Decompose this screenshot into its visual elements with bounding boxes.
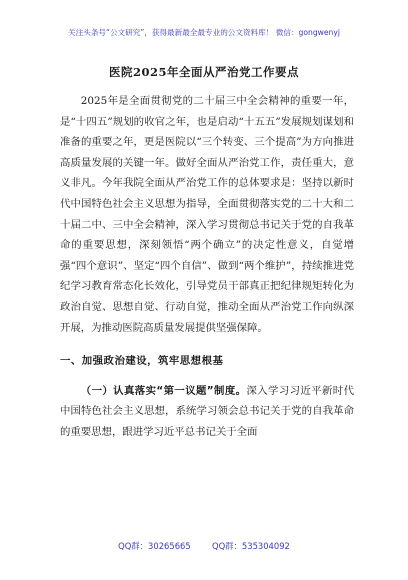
subsection-paragraph: [60, 381, 354, 443]
promo-banner: 关注头条号“公文研究”，获得最新最全最专业的公文资料库！ 微信：gongwenyj: [68, 28, 340, 37]
intro-paragraph: 2025年是全面贯彻党的二十届三中全会精神的重要一年，是“十四五”规划的收官之年，也是启动“十五五”发展规划谋划和准备的重要之年，更是医院以“三个转变、三个提高”为方向推进高质量发展的关键一年。做好全面从严治党工作，责任重大，意义非凡。今年我院全面从严治党工作的总体要求是：坚持以新时代中国特色社会主义思想为指导，全面贯彻落实党的二十大和二十届二中、三中全会精神，深入学习贯彻总书记关于党的自我革命的重要思想，深刻领悟“两个确立”的决定性意义，自觉增强“四个意识”、坚定“四个自信”、做到“两个维护”，持续推进党纪学习教育常态化长效化，引导党员干部真正把纪律规矩转化为政治自觉、思想自觉、行动自觉，推动全面从严治党工作向纵深开展，为推动医院高质量发展提供坚强保障。: [60, 95, 354, 334]
document-title: 医院2025年全面从严治党工作要点: [108, 65, 299, 79]
section-heading: 一、加强政治建设，筑牢思想根基: [60, 355, 224, 368]
document-body: [60, 91, 354, 443]
subsection-heading: （一）认真落实“第一议题”制度。: [80, 384, 247, 397]
subsection-text: 深入学习习近平新时代中国特色社会主义思想，系统学习领会总书记关于党的自我革命的重要思想，跟进学习近平总书记关于全面: [60, 384, 354, 438]
footer-contact: QQ群：30265665 QQ群：535304092: [118, 541, 290, 551]
